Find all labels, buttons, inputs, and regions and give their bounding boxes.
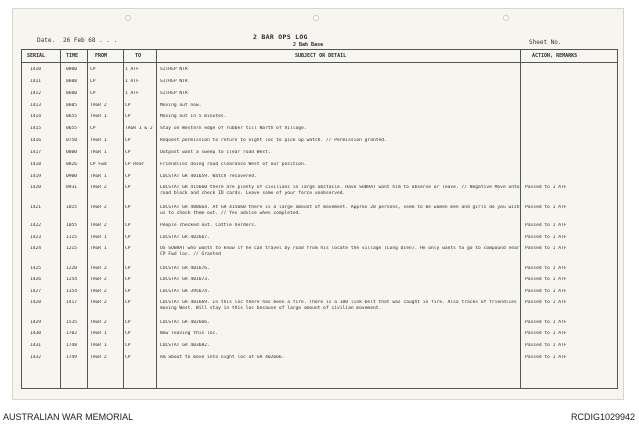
entry-time: 1254 [66, 277, 78, 282]
sheet-number-label: Sheet No. [529, 39, 562, 46]
entry-from: TAGR 1 [90, 246, 107, 251]
entry-to: CP [125, 355, 131, 360]
entry-to: CP [125, 235, 131, 240]
entry-action: Passed to 1 ATF [525, 185, 567, 190]
entry-action: Passed to 1 ATF [525, 235, 567, 240]
entry-to: CP [125, 150, 131, 155]
table-row [13, 91, 625, 102]
table-row [13, 79, 625, 90]
entry-detail: Moving out in 5 minutes. [160, 114, 227, 119]
entry-from: CP [90, 79, 96, 84]
entry-to: CP [125, 300, 131, 305]
entry-from: CP [90, 126, 96, 131]
entry-time: 1535 [66, 320, 78, 325]
entry-to: CP [125, 277, 131, 282]
entry-action: Passed to 1 ATF [525, 223, 567, 228]
entry-serial: 1432 [30, 355, 42, 360]
entry-to: CP [125, 343, 131, 348]
entry-detail: LOCSTAT GR 415660 there are plenty of civilians in large obstacle. Have SUBRAT want him to observe or leave. // Negative Move onto road block and check ID cards. Leave some of your force unobserved. [160, 185, 520, 196]
table-row [13, 114, 625, 125]
entry-to: 1 ATF [125, 79, 139, 84]
entry-to: CP [125, 266, 131, 271]
table-row [13, 138, 625, 149]
entry-from: TAGR 1 [90, 174, 107, 179]
entry-action: Passed to 1 ATF [525, 300, 567, 305]
entry-time: 0605 [66, 103, 78, 108]
entry-detail: LOCSTAT GR 402666. [160, 320, 210, 325]
entry-serial: 1423 [30, 235, 42, 240]
footer-reference: RCDIG1029942 [570, 412, 635, 422]
table-row [13, 235, 625, 246]
entry-serial: 1427 [30, 289, 42, 294]
entry-time: 1748 [66, 343, 78, 348]
column-header-from: FROM [95, 53, 108, 59]
entry-serial: 1421 [30, 205, 42, 210]
entry-detail: SITREP NTR [160, 79, 188, 84]
entry-from: TAGR 2 [90, 320, 107, 325]
entry-detail: LOCSTAT GR 403682. [160, 343, 210, 348]
entry-detail: Friendlies doing road clearance West of our position. [160, 162, 307, 167]
entry-time: 0826 [66, 162, 78, 167]
column-header-action: ACTION, REMARKS [532, 53, 578, 59]
entry-from: TAGR 1 [90, 235, 107, 240]
table-row [13, 355, 625, 366]
entry-detail: US SUBRAT who wants to know if he can travel by road from his locate the village (Long Dien). He only wants to go to compound near CP Fwd loc. // Granted [160, 246, 520, 257]
entry-from: TAGR 2 [90, 289, 107, 294]
entry-detail: Outpost want a sweep to clear road West. [160, 150, 271, 155]
entry-to: CP [125, 246, 131, 251]
entry-from: TAGR 2 [90, 266, 107, 271]
date-label: Date. [37, 37, 56, 44]
entry-action: Passed to 1 ATF [525, 331, 567, 336]
entry-from: TAGR 1 [90, 138, 107, 143]
log-sheet [12, 8, 624, 400]
entry-time: 1115 [66, 235, 78, 240]
table-row [13, 126, 625, 137]
table-top-rule [21, 49, 618, 50]
table-row [13, 223, 625, 234]
entry-from: CP [90, 91, 96, 96]
entry-action: Passed to 1 ATF [525, 289, 567, 294]
entry-to: 1 ATF [125, 91, 139, 96]
table-bottom-rule [21, 388, 618, 389]
entry-serial: 1426 [30, 277, 42, 282]
entry-time: 0750 [66, 138, 78, 143]
entry-from: TAGR 2 [90, 185, 107, 190]
entry-action: Passed to 1 ATF [525, 266, 567, 271]
entry-action: Passed to 1 ATF [525, 246, 567, 251]
date-value: 26 Feb 68 . . . [63, 37, 118, 44]
entry-to: CP [125, 331, 131, 336]
table-row [13, 205, 625, 216]
column-header-to: TO [135, 53, 142, 59]
entry-from: CP [90, 67, 96, 72]
log-title: 2 BAR OPS LOG [253, 33, 308, 41]
entry-detail: LOCSTAT GR 401669. In this loc there has been a fire. There is a 100 link belt that was caught in fire. Also tracks of friendlies moving West. Will stay in this loc because of large amount of civilian movement. [160, 300, 517, 311]
entry-serial: 1424 [30, 246, 42, 251]
entry-detail: LOCSTAT GR 401659. Watch recovered. [160, 174, 257, 179]
log-subtitle: 2 Bah Base [293, 42, 324, 48]
entry-serial: 1417 [30, 150, 42, 155]
entry-to: CP [125, 205, 131, 210]
entry-serial: 1414 [30, 114, 42, 119]
entry-action: Passed to 1 ATF [525, 355, 567, 360]
entry-detail: SITREP NTR [160, 67, 188, 72]
entry-time: 0600 [66, 91, 78, 96]
column-header-serial: SERIAL [27, 53, 46, 59]
table-row [13, 246, 625, 257]
entry-detail: Now leaving this loc. [160, 331, 219, 336]
entry-serial: 1411 [30, 79, 42, 84]
punch-hole [313, 15, 319, 21]
entry-action: Passed to 1 ATF [525, 343, 567, 348]
punch-hole [503, 15, 509, 21]
table-row [13, 266, 625, 277]
entry-serial: 1425 [30, 266, 42, 271]
table-row [13, 103, 625, 114]
table-row [13, 343, 625, 354]
entry-time: 1055 [66, 223, 78, 228]
entry-time: 0600 [66, 79, 78, 84]
entry-detail: SITREP NTR [160, 91, 188, 96]
entry-from: TAGR 2 [90, 300, 107, 305]
entry-serial: 1412 [30, 91, 42, 96]
entry-from: CP Fwd [90, 162, 107, 167]
entry-to: CP [125, 138, 131, 143]
entry-to: CP [125, 320, 131, 325]
entry-serial: 1413 [30, 103, 42, 108]
punch-hole [125, 15, 131, 21]
entry-detail: LOCSTAT GR 402667. [160, 235, 210, 240]
entry-to: CP Rear [125, 162, 145, 167]
entry-from: TAGR 1 [90, 150, 107, 155]
entry-to: TAGR 1 & 2 [125, 126, 153, 131]
entry-time: 1015 [66, 205, 78, 210]
table-row [13, 67, 625, 78]
entry-from: TAGR 1 [90, 114, 107, 119]
entry-serial: 1419 [30, 174, 42, 179]
table-row [13, 150, 625, 161]
entry-time: 1702 [66, 331, 78, 336]
entry-from: TAGR 2 [90, 103, 107, 108]
entry-detail: LOCSTAT GR 395674. [160, 289, 210, 294]
entry-to: CP [125, 289, 131, 294]
entry-to: CP [125, 185, 131, 190]
entry-from: TAGR 2 [90, 223, 107, 228]
table-row [13, 289, 625, 300]
entry-time: 0900 [66, 174, 78, 179]
entry-time: 1749 [66, 355, 78, 360]
entry-detail: Moving out now. [160, 103, 202, 108]
entry-from: TAGR 2 [90, 205, 107, 210]
entry-detail: Am about to move into night loc at GR 402666. [160, 355, 285, 360]
table-row [13, 185, 625, 196]
entry-detail: Stay on Western edge of rubber till North of Village. [160, 126, 307, 131]
entry-detail: LOCSTAT GR 401673. [160, 277, 210, 282]
entry-from: TAGR 1 [90, 343, 107, 348]
entry-time: 1417 [66, 300, 78, 305]
entry-action: Passed to 1 ATF [525, 320, 567, 325]
entry-serial: 1416 [30, 138, 42, 143]
table-row [13, 300, 625, 311]
table-row [13, 174, 625, 185]
entry-detail: People checked out. Cattle herders. [160, 223, 257, 228]
column-header-time: TIME [66, 53, 79, 59]
entry-detail: Request permission to return to night loc to pick up watch. // Permission granted. [160, 138, 387, 143]
entry-from: TAGR 2 [90, 355, 107, 360]
entry-to: 1 ATF [125, 67, 139, 72]
entry-serial: 1429 [30, 320, 42, 325]
entry-serial: 1422 [30, 223, 42, 228]
entry-time: 0655 [66, 114, 78, 119]
entry-from: TAGR 1 [90, 331, 107, 336]
entry-action: Passed to 1 ATF [525, 277, 567, 282]
entry-to: CP [125, 114, 131, 119]
entry-to: CP [125, 174, 131, 179]
entry-time: 0655 [66, 126, 78, 131]
entry-time: 0800 [66, 150, 78, 155]
entry-time: 1215 [66, 246, 78, 251]
entry-serial: 1431 [30, 343, 42, 348]
entry-serial: 1418 [30, 162, 42, 167]
entry-time: 0800 [66, 67, 78, 72]
entry-detail: LOCSTAT GR 408664. At GR 415660 there is a large amount of movement. Approx 20 persons, seem to be women men and girls do you wish us to check them out. // Yes advise when completed. [160, 205, 520, 216]
entry-detail: LOCSTAT GR 401676. [160, 266, 210, 271]
entry-serial: 1420 [30, 185, 42, 190]
table-row [13, 331, 625, 342]
entry-time: 1220 [66, 266, 78, 271]
table-row [13, 277, 625, 288]
entry-to: CP [125, 223, 131, 228]
entry-serial: 1428 [30, 300, 42, 305]
table-row [13, 162, 625, 173]
table-row [13, 320, 625, 331]
entry-to: CP [125, 103, 131, 108]
column-header-detail: SUBJECT OR DETAIL [295, 53, 347, 59]
entry-from: TAGR 2 [90, 277, 107, 282]
footer-source: AUSTRALIAN WAR MEMORIAL [3, 412, 134, 422]
entry-time: 0931 [66, 185, 78, 190]
entry-serial: 1415 [30, 126, 42, 131]
entry-time: 1354 [66, 289, 78, 294]
header-rule [21, 62, 618, 63]
entry-serial: 1430 [30, 331, 42, 336]
entry-action: Passed to 1 ATF [525, 205, 567, 210]
entry-serial: 1410 [30, 67, 42, 72]
